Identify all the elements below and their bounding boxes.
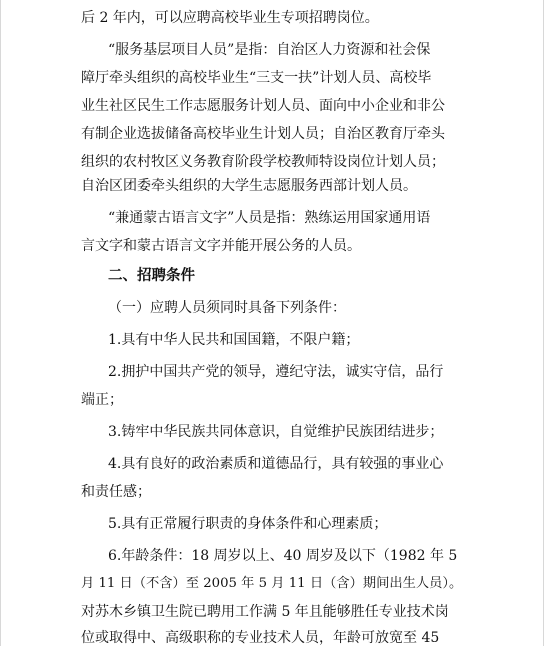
list-item-continuation: 位或取得中、高级职称的专业技术人员，年龄可放宽至 45 [81,630,440,646]
text-line: 有制企业选拔储备高校毕业生计划人员；自治区教育厅牵头 [81,126,445,142]
text-line: 言文字和蒙古语言文字并能开展公务的人员。 [81,238,361,254]
list-item: 2.拥护中国共产党的领导，遵纪守法，诚实守信，品行 [108,364,444,380]
subsection-heading: （一）应聘人员须同时具备下列条件： [108,300,346,316]
list-item: 4.具有良好的政治素质和道德品行，具有较强的事业心 [108,456,444,472]
list-item-continuation: 对苏木乡镇卫生院已聘用工作满 5 年且能够胜任专业技术岗 [81,604,449,620]
list-item: 1.具有中华人民共和国国籍，不限户籍； [108,332,360,348]
section-heading: 二、招聘条件 [108,268,195,284]
list-item-continuation: 月 11 日（不含）至 2005 年 5 月 11 日（含）期间出生人员）。 [81,576,463,591]
text-line: 障厅牵头组织的高校毕业生“三支一扶”计划人员、高校毕 [81,70,432,86]
list-item: 3.铸牢中华民族共同体意识，自觉维护民族团结进步； [108,424,444,440]
text-line: 自治区团委牵头组织的大学生志愿服务西部计划人员。 [81,178,417,194]
text-line: “兼通蒙古语言文字”人员是指：熟练运用国家通用语 [108,210,431,226]
text-line: 业生社区民生工作志愿服务计划人员、面向中小企业和非公 [81,98,445,114]
list-item: 5.具有正常履行职责的身体条件和心理素质； [108,516,388,532]
text-line: “服务基层项目人员”是指：自治区人力资源和社会保 [108,42,431,58]
list-item: 6.年龄条件：18 周岁以上、40 周岁及以下（1982 年 5 [108,548,458,564]
text-line: 组织的农村牧区义务教育阶段学校教师特设岗位计划人员； [81,154,445,170]
text-line: 后 2 年内，可以应聘高校毕业生专项招聘岗位。 [81,10,379,26]
list-item-continuation: 端正； [81,392,123,408]
list-item-continuation: 和责任感； [81,484,151,500]
